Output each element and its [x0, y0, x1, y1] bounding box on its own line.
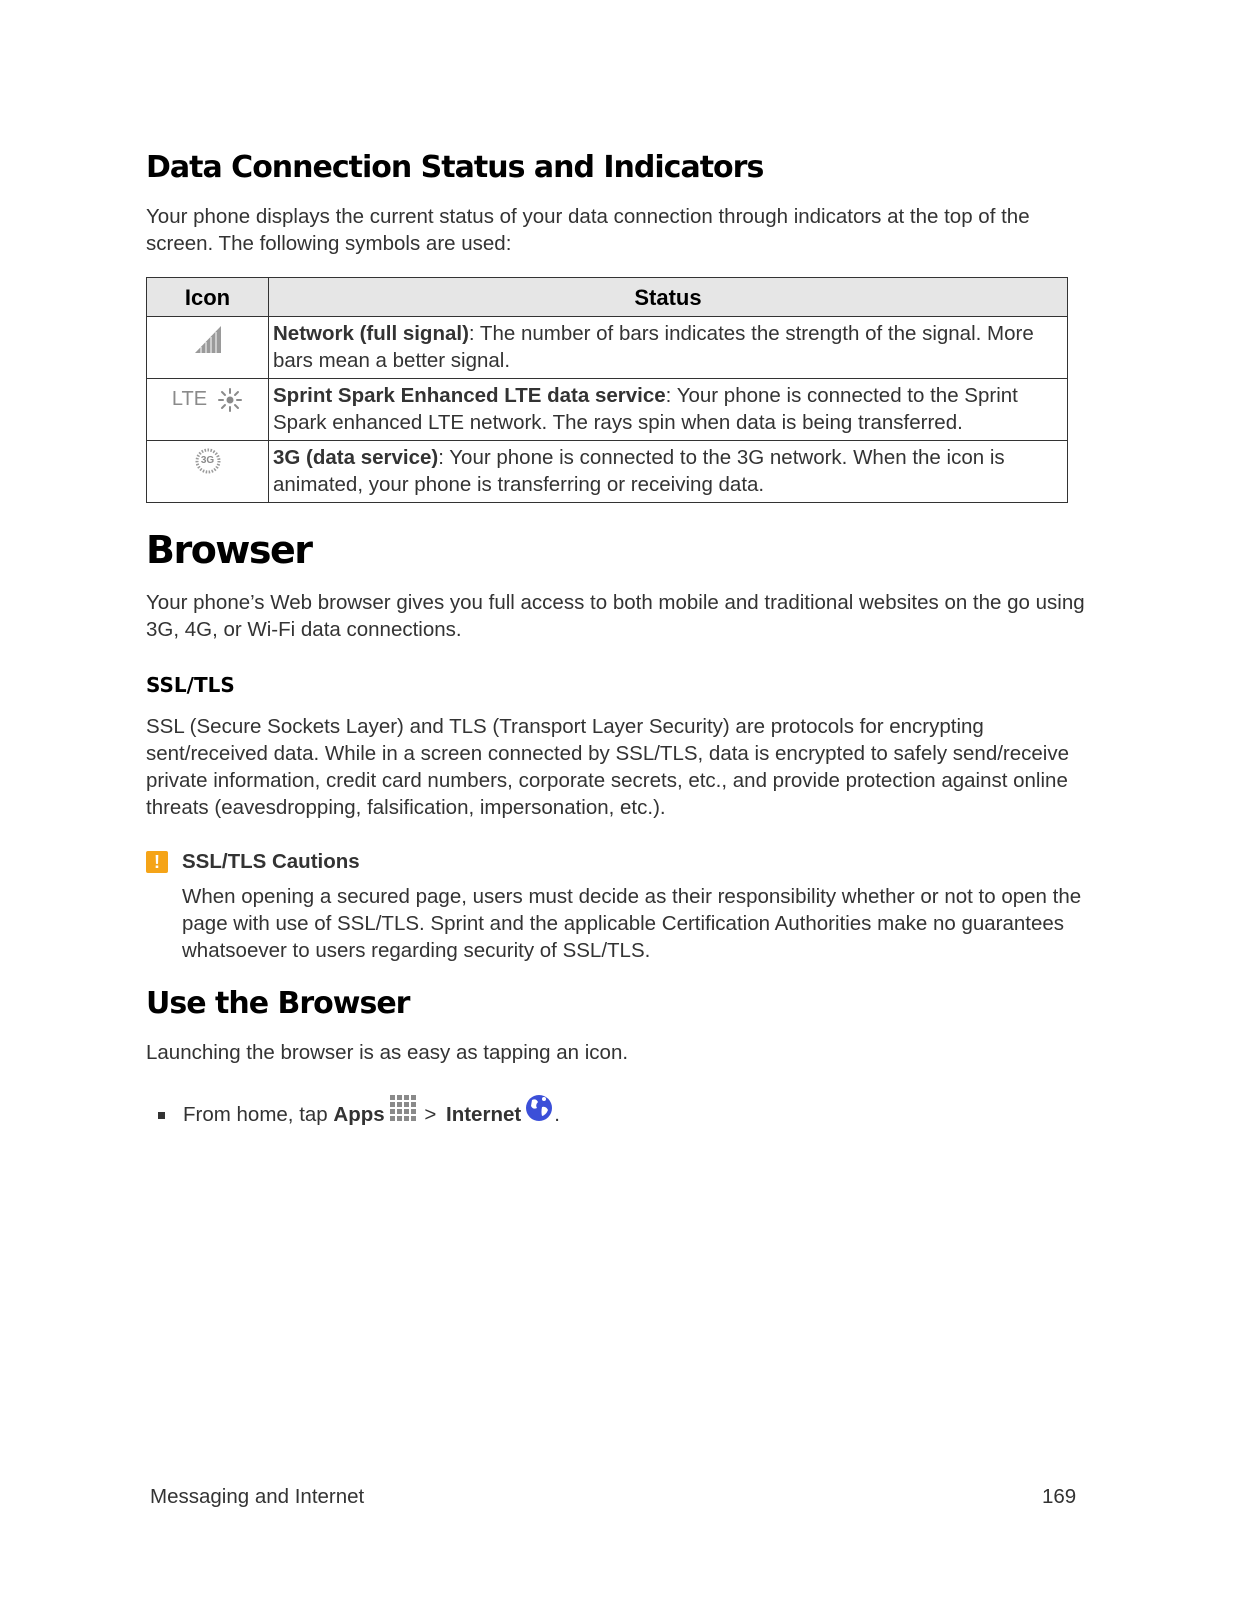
table-cell-icon — [147, 317, 269, 379]
browser-intro: Your phone’s Web browser gives you full access to both mobile and traditional websites on the go using 3G, 4G, or Wi-Fi data connections. — [146, 591, 1085, 641]
table-cell-icon — [147, 441, 269, 503]
warning-icon: ! — [146, 851, 168, 873]
table-row — [147, 379, 1068, 441]
table-cell-icon — [147, 379, 269, 441]
table-header-row — [147, 278, 1068, 317]
step-prefix: From home, tap — [183, 1103, 334, 1126]
status-indicator-table — [146, 277, 1068, 503]
status-desc: : Your phone is connected to the 3G network. When the icon is animated, your phone is transferring or receiving data. — [273, 446, 1005, 496]
status-term: 3G (data service) — [273, 446, 439, 469]
status-term: Sprint Spark Enhanced LTE data service — [273, 384, 666, 407]
menu-separator: > — [418, 1103, 443, 1126]
status-desc: : Your phone is connected to the Sprint Spark enhanced LTE network. The rays spin when data is being transferred. — [273, 384, 1018, 434]
caution-title: SSL/TLS Cautions — [182, 850, 360, 873]
section-title-data-connection: Data Connection Status and Indicators — [146, 150, 764, 185]
apps-grid-icon — [389, 1094, 417, 1128]
table-header-status: Status — [269, 278, 1068, 317]
caution-body: When opening a secured page, users must decide as their responsibility whether or not to open the page with use of SSL/TLS. Sprint and the applicable Certification Authorities make no guarantees whatsoever to users regarding security of SSL/TLS. — [182, 885, 1082, 962]
section-intro: Your phone displays the current status of your data connection through indicators at the top of the screen. The following symbols are used: — [146, 205, 1030, 255]
lte-icon-label: LTE — [171, 388, 208, 410]
3g-icon-label: 3G — [200, 455, 215, 466]
list-item — [158, 1093, 560, 1137]
globe-icon — [524, 1093, 554, 1129]
use-browser-intro: Launching the browser is as easy as tapping an icon. — [146, 1041, 629, 1064]
table-header-icon: Icon — [147, 278, 269, 317]
section-title-browser: Browser — [146, 528, 312, 572]
status-term: Network (full signal) — [273, 322, 469, 345]
internet-label: Internet — [446, 1103, 522, 1126]
section-title-use-browser: Use the Browser — [146, 986, 410, 1021]
footer-page-number: 169 — [1042, 1485, 1077, 1508]
bullet-icon — [158, 1112, 165, 1119]
status-desc: : The number of bars indicates the strength of the signal. More bars mean a better signal. — [273, 322, 1034, 372]
signal-bars-icon — [192, 337, 224, 360]
table-row — [147, 441, 1068, 503]
footer-section-name: Messaging and Internet — [150, 1485, 365, 1508]
3g-icon — [194, 447, 222, 475]
table-cell-status — [269, 379, 1068, 441]
ssl-body: SSL (Secure Sockets Layer) and TLS (Transport Layer Security) are protocols for encrypting sent/received data. While in a screen connected by SSL/TLS, data is encrypted to safely send/receive private information, credit card numbers, corporate secrets, etc., and provide protection against online threats (eavesdropping, falsification, impersonation, etc.). — [146, 715, 1070, 819]
lte-spark-icon — [172, 386, 243, 413]
caution-heading — [146, 850, 360, 874]
step-suffix: . — [554, 1103, 560, 1126]
table-cell-status — [269, 441, 1068, 503]
apps-label: Apps — [333, 1103, 385, 1126]
subsection-title-ssl: SSL/TLS — [146, 673, 235, 697]
table-row — [147, 317, 1068, 379]
table-cell-status — [269, 317, 1068, 379]
